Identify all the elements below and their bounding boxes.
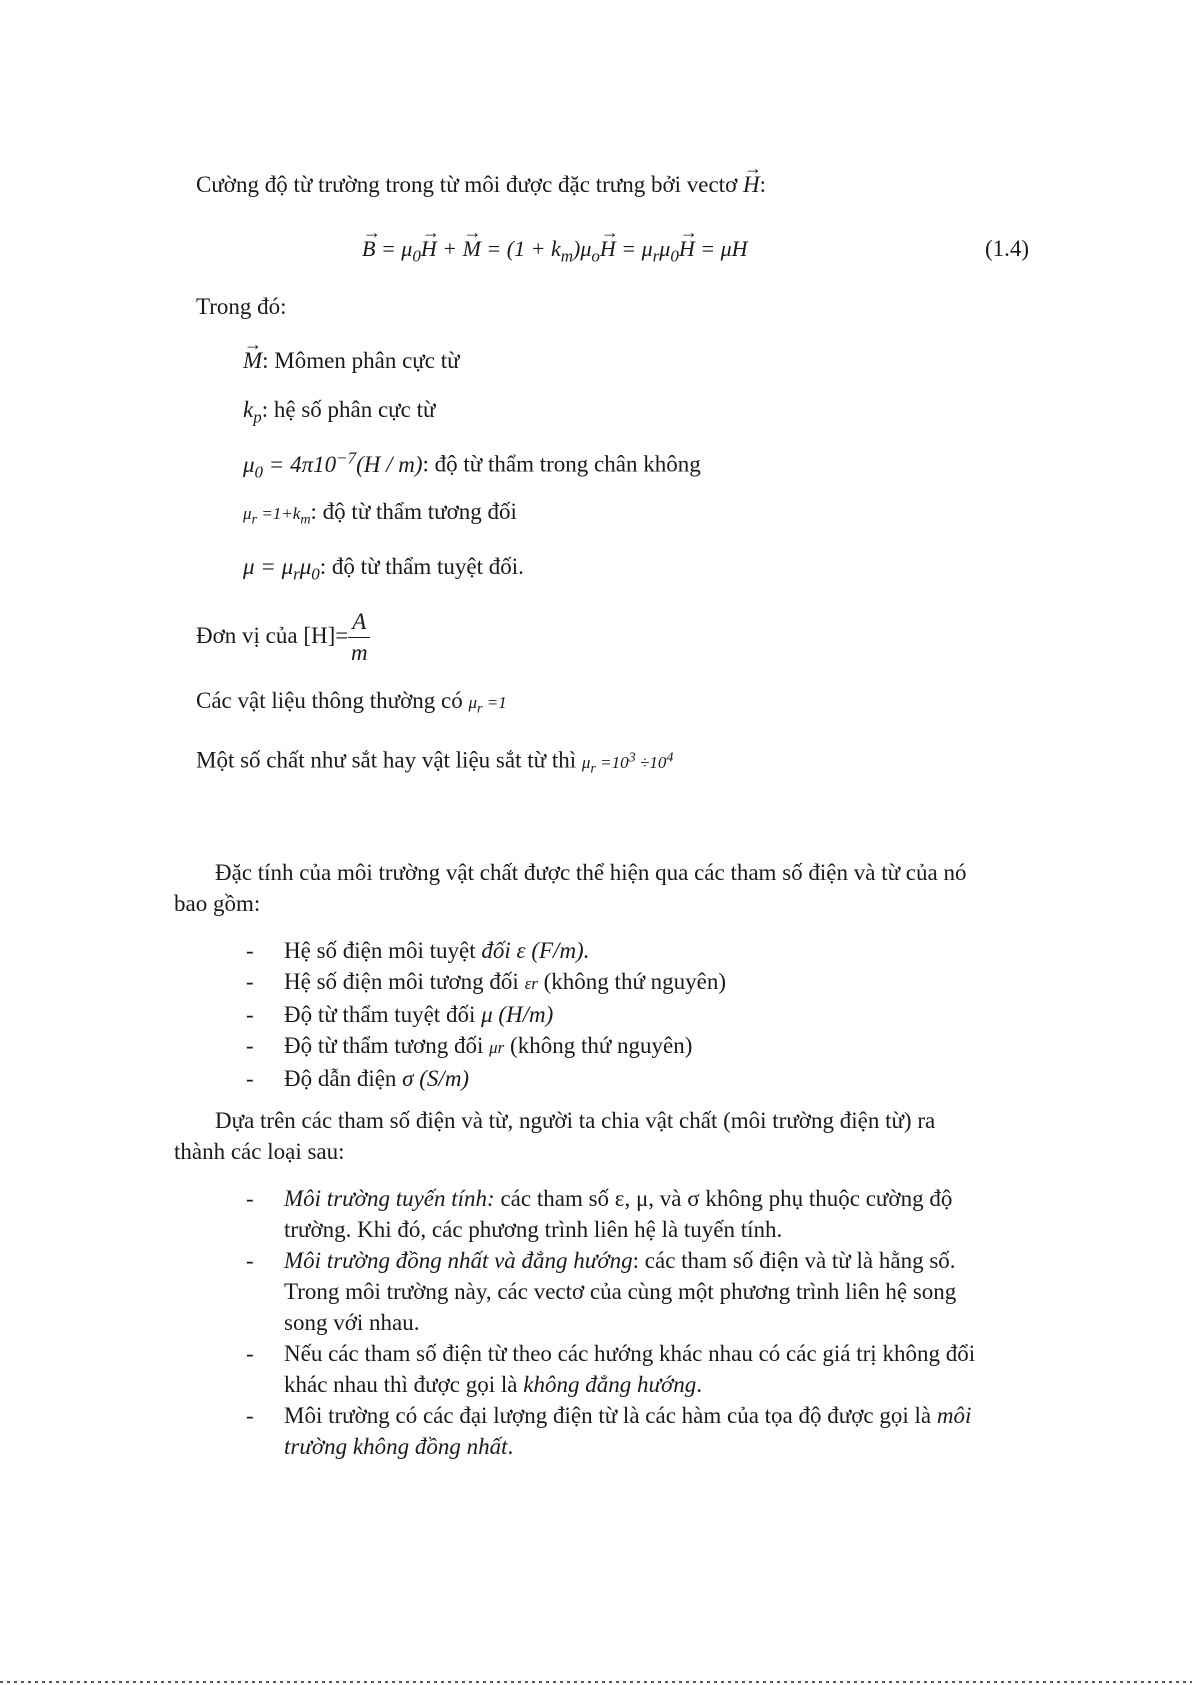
property-rest: (không thứ nguyên)	[537, 969, 727, 994]
intro-text	[196, 170, 766, 200]
equation-number: (1.4)	[985, 236, 1030, 261]
classification-term: môi	[936, 1403, 972, 1428]
classification-item-cont	[284, 1214, 975, 1245]
property-item: - Độ dẫn điện σ (S/m)	[246, 1066, 470, 1091]
classification-intro-line2: thành các loại sau:	[174, 1139, 345, 1164]
classification-text: các tham số ε, μ, và σ không phụ thuộc cường độ	[494, 1186, 953, 1211]
property-text: Độ từ thẩm tương đối	[284, 1033, 490, 1058]
mu-r-symbol: μr	[489, 1038, 505, 1057]
classification-period: .	[696, 1372, 703, 1397]
property-item: - Hệ số điện môi tương đối εr (không thứ nguyên)	[246, 969, 727, 994]
common-materials-line	[196, 686, 507, 723]
property-rest: (không thứ nguyên)	[504, 1033, 693, 1058]
definition-mu0	[243, 443, 701, 487]
definition-moment-text: : Mômen phân cực từ	[262, 348, 460, 373]
classification-text: Trong môi trường này, các vectơ của cùng một phương trình liên hệ song	[284, 1279, 957, 1304]
unit-denominator: m	[350, 640, 368, 666]
where-label: Trong đó:	[196, 294, 287, 319]
classification-term: không đẳng hướng	[523, 1372, 697, 1397]
classification-item: - Nếu các tham số điện từ theo các hướng khác nhau có các giá trị không đổi	[246, 1341, 976, 1366]
classification-term: Môi trường tuyến tính:	[284, 1186, 495, 1211]
properties-intro-line2: bao gồm:	[174, 891, 261, 916]
definition-moment	[243, 346, 460, 376]
classification-term: trường không đồng nhất	[284, 1434, 508, 1459]
property-text: Độ từ thẩm tuyệt đối	[284, 1002, 482, 1027]
intro-sentence: Cường độ từ trường trong từ môi được đặc trưng bởi vectơ	[196, 172, 743, 197]
classification-item-cont	[284, 1431, 975, 1462]
classification-list	[246, 1183, 976, 1462]
classification-text: trường. Khi đó, các phương trình liên hệ là tuyến tính.	[284, 1217, 783, 1242]
property-item: - Độ từ thẩm tuyệt đối μ (H/m)	[246, 1002, 554, 1027]
unit-fraction	[348, 607, 370, 668]
definition-kp	[243, 395, 435, 433]
unit-numerator: A	[348, 607, 370, 638]
property-list	[246, 935, 727, 1094]
unit-line	[196, 605, 370, 668]
mu0-formula: $\mu_0 = 4\pi 10^{-7}(H / m)$	[243, 448, 423, 482]
intro-colon: :	[759, 172, 766, 197]
equation-1-4: → $B = \mu_0\to H$ + → $M = (1 + k_m)\mu_o\to H = \mu_r\mu_0\to H = \mu H$	[362, 234, 748, 271]
classification-text: khác nhau thì được gọi là	[284, 1372, 524, 1397]
classification-text: Môi trường có các đại lượng điện từ là các hàm của tọa độ được gọi là	[284, 1403, 937, 1428]
definition-mur	[243, 497, 517, 534]
definition-mu-text: : độ từ thẩm tuyệt đối.	[319, 554, 524, 579]
classification-text: : các tham số điện và từ là hằng số.	[632, 1248, 956, 1273]
classification-period: .	[507, 1434, 514, 1459]
epsilon-r-symbol: εr	[524, 974, 538, 993]
definition-mur-text: : độ từ thẩm tương đối	[310, 499, 517, 524]
mur-equals-one: $\mu_r =1$	[468, 693, 507, 717]
property-italic: σ (S/m)	[402, 1066, 470, 1091]
property-text: Hệ số điện môi tuyệt	[284, 938, 482, 963]
mur-range: $\mu_r =10^3 \div 10^4$	[581, 749, 674, 777]
classification-text: song với nhau.	[284, 1310, 420, 1335]
classification-item: - Môi trường tuyến tính: các tham số ε, μ, và σ không phụ thuộc cường độ	[246, 1186, 953, 1211]
iron-materials-text: Một số chất như sắt hay vật liệu sắt từ thì	[196, 747, 582, 773]
property-text: Hệ số điện môi tương đối	[284, 969, 525, 994]
classification-item: - Môi trường có các đại lượng điện từ là các hàm của tọa độ được gọi là môi	[246, 1403, 972, 1428]
definition-mu0-text: : độ từ thẩm trong chân không	[422, 451, 701, 477]
classification-intro-line1: Dựa trên các tham số điện và từ, người ta chia vật chất (môi trường điện từ) ra	[215, 1108, 936, 1133]
iron-materials-line	[196, 742, 673, 783]
definition-kp-text: : hệ số phân cực từ	[261, 397, 436, 422]
classification-term: Môi trường đồng nhất và đẳng hướng	[284, 1248, 633, 1273]
property-italic: μ (H/m)	[481, 1002, 554, 1027]
kp-subscript: p	[253, 407, 262, 427]
classification-item-cont	[284, 1369, 975, 1400]
bottom-edge-rule	[0, 1681, 1192, 1683]
classification-item: - Môi trường đồng nhất và đẳng hướng: các tham số điện và từ là hằng số.	[246, 1248, 956, 1273]
classification-item-cont	[284, 1307, 975, 1338]
property-italic: đối ε (F/m).	[481, 938, 590, 963]
definition-mu	[243, 552, 524, 590]
kp-symbol: k	[243, 397, 254, 422]
mu-formula: $\mu = \mu_r\mu_0$	[243, 554, 320, 584]
property-item: - Hệ số điện môi tuyệt đối ε (F/m).	[246, 938, 590, 963]
property-item: - Độ từ thẩm tương đối μr (không thứ nguyên)	[246, 1033, 693, 1058]
classification-text: Nếu các tham số điện từ theo các hướng khác nhau có các giá trị không đổi	[284, 1341, 976, 1366]
vector-h-symbol: → H	[743, 170, 760, 200]
moment-symbol: → M	[243, 346, 262, 376]
classification-item-cont	[284, 1276, 975, 1307]
property-text: Độ dẫn điện	[284, 1066, 403, 1091]
unit-prefix: Đơn vị của [H]=	[196, 623, 349, 648]
common-materials-text: Các vật liệu thông thường có	[196, 688, 469, 713]
mur-formula: $\mu_r =1+k_m$	[243, 504, 311, 528]
properties-intro-line1: Đặc tính của môi trường vật chất được thể hiện qua các tham số điện và từ của nó	[215, 860, 967, 885]
